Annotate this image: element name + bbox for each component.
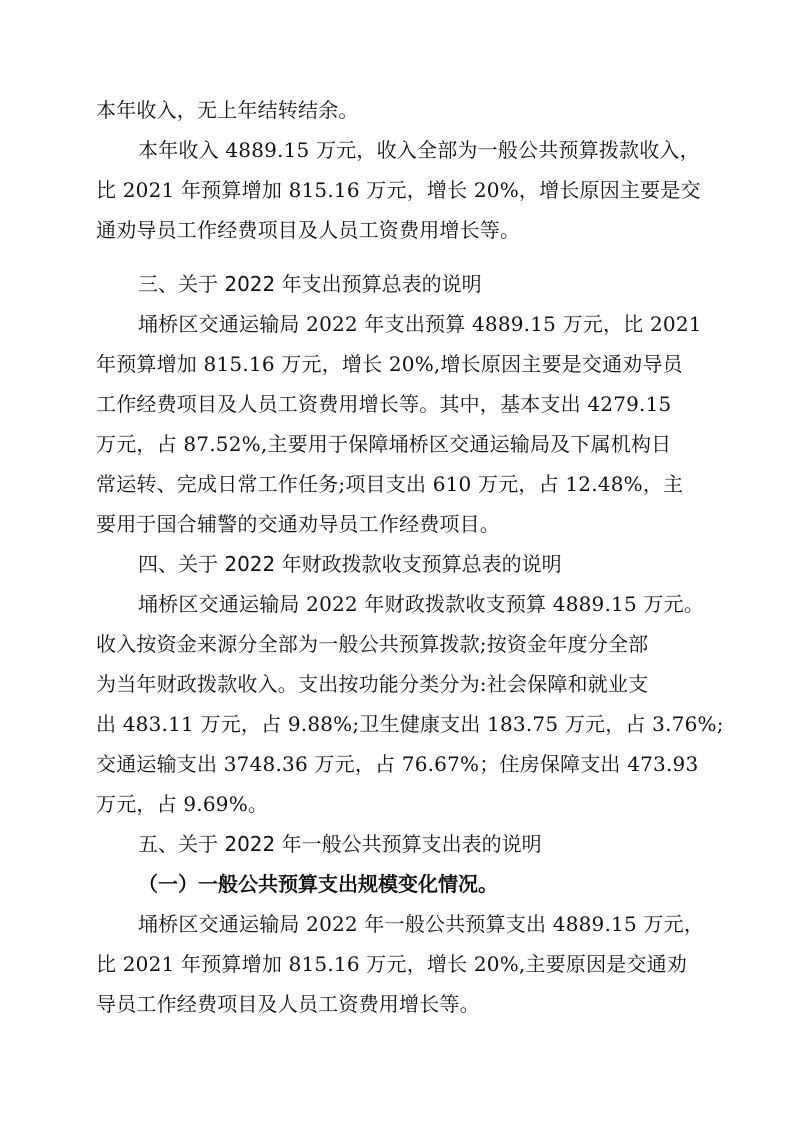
section-5-line-3: 导员工作经费项目及人员工资费用增长等。 — [96, 992, 480, 1016]
section-5-line-1: 埇桥区交通运输局 2022 年一般公共预算支出 4889.15 万元， — [138, 912, 705, 936]
section-4-line-2: 收入按资金来源分全部为一般公共预算拨款;按资金年度分全部 — [96, 632, 649, 656]
section-3-line-2: 年预算增加 815.16 万元，增长 20%,增长原因主要是交通劝导员 — [96, 352, 683, 376]
section-3-heading: 三、关于 2022 年支出预算总表的说明 — [138, 272, 482, 296]
section-3-line-5: 常运转、完成日常工作任务;项目支出 610 万元，占 12.48%，主 — [96, 472, 684, 496]
paragraph-1-line-1: 本年收入，无上年结转结余。 — [96, 98, 359, 122]
section-3-line-1: 埇桥区交通运输局 2022 年支出预算 4889.15 万元，比 2021 — [138, 312, 702, 336]
section-3-line-4: 万元，占 87.52%,主要用于保障埇桥区交通运输局及下属机构日 — [96, 432, 672, 456]
section-4-line-4: 出 483.11 万元，占 9.88%;卫生健康支出 183.75 万元，占 3.76%; — [96, 712, 724, 736]
section-4-heading: 四、关于 2022 年财政拨款收支预算总表的说明 — [138, 552, 562, 576]
section-5-line-2: 比 2021 年预算增加 815.16 万元，增长 20%,主要原因是交通劝 — [96, 952, 688, 976]
section-3-line-3: 工作经费项目及人员工资费用增长等。其中，基本支出 4279.15 — [96, 392, 672, 416]
paragraph-2-line-2: 比 2021 年预算增加 815.16 万元，增长 20%，增长原因主要是交 — [96, 178, 701, 202]
section-5-subheading: （一）一般公共预算支出规模变化情况。 — [138, 872, 498, 896]
section-gap — [96, 250, 706, 264]
section-5-heading: 五、关于 2022 年一般公共预算支出表的说明 — [138, 832, 542, 856]
document-page — [96, 90, 724, 1024]
section-3-line-6: 要用于国合辅警的交通劝导员工作经费项目。 — [96, 512, 500, 536]
paragraph-2-line-3: 通劝导员工作经费项目及人员工资费用增长等。 — [96, 218, 521, 242]
section-4-line-3: 为当年财政拨款收入。支出按功能分类分为:社会保障和就业支 — [96, 672, 649, 696]
section-4-line-1: 埇桥区交通运输局 2022 年财政拨款收支预算 4889.15 万元。 — [138, 592, 705, 616]
paragraph-2-line-1: 本年收入 4889.15 万元，收入全部为一般公共预算拨款收入， — [138, 138, 700, 162]
section-4-line-6: 万元，占 9.69%。 — [96, 792, 269, 816]
section-4-line-5: 交通运输支出 3748.36 万元，占 76.67%；住房保障支出 473.93 — [96, 752, 699, 776]
